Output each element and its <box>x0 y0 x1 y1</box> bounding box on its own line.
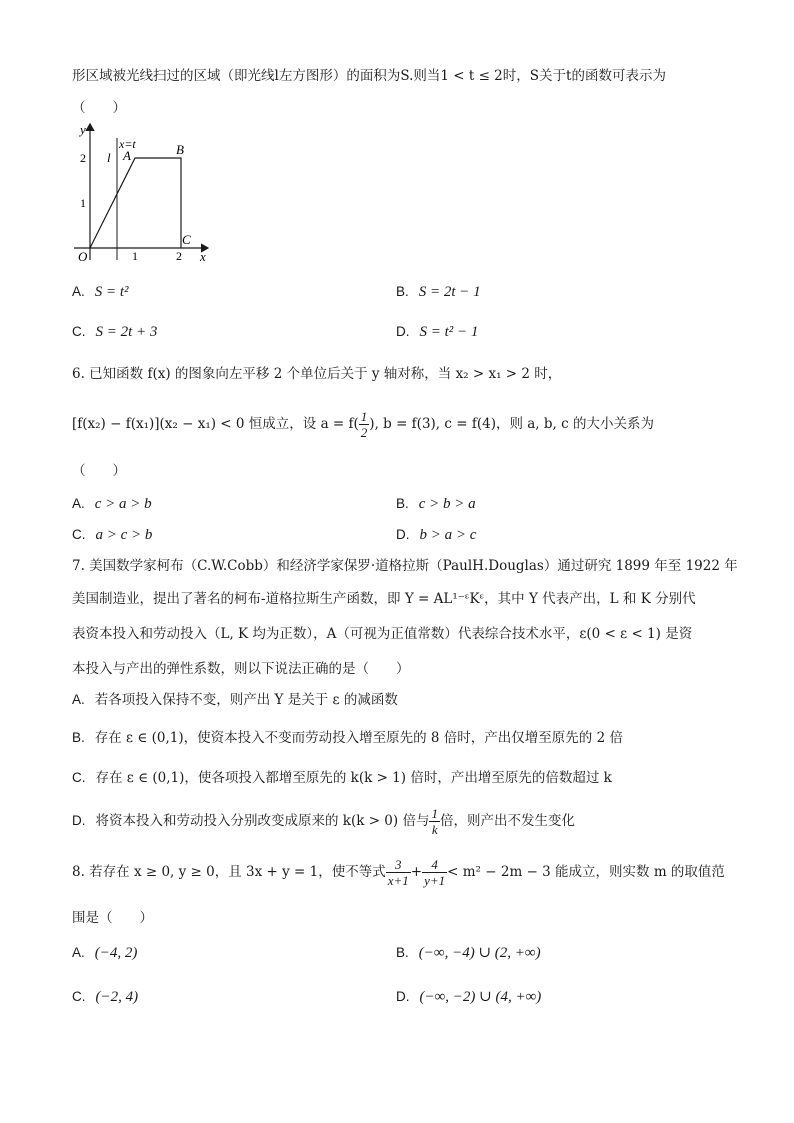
line-l-label: l <box>107 150 111 165</box>
q5-option-a[interactable]: A. S = t² <box>72 284 129 300</box>
q6-option-b[interactable]: B. c > b > a <box>396 496 476 512</box>
trapezoid-oabc <box>90 158 181 248</box>
y-axis-label: y <box>80 122 86 137</box>
q7-stem-line3: 表资本投入和劳动投入（L, K 均为正数），A（可视为正值常数）代表综合技术水平，ε(0 < ε < 1) 是资 <box>72 626 693 642</box>
q8-option-d[interactable]: D. (−∞, −2) ∪ (4, +∞) <box>396 989 542 1005</box>
point-c-label: C <box>182 232 191 247</box>
q5-stem-line: 形区域被光线扫过的区域（即光线l左方图形）的面积为S.则当1 < t ≤ 2时，S关于t的函数可表示为 <box>72 68 666 84</box>
origin-label: O <box>78 249 88 264</box>
q5-option-d[interactable]: D. S = t² − 1 <box>396 324 479 340</box>
tick-y2: 2 <box>80 151 86 165</box>
q8-fraction-1: $\frac{3}{x+1}$ <box>387 857 409 888</box>
q5-option-c[interactable]: C. S = 2t + 3 <box>72 324 158 340</box>
q7-option-d[interactable]: D. 将资本投入和劳动投入分别改变成原来的 k(k > 0) 倍与 $\frac{1}{k}$ 倍，则产出不发生变化 <box>72 806 575 837</box>
q6-answer-paren: （ ） <box>72 463 126 479</box>
q7-option-c[interactable]: C. 存在 ε ∈ (0,1)，使各项投入都增至原先的 k(k > 1) 倍时，产出增至原先的倍数超过 k <box>72 770 612 786</box>
q8-fraction-2: $\frac{4}{y+1}$ <box>424 857 446 888</box>
tick-y1: 1 <box>80 196 86 210</box>
q7-fraction: $\frac{1}{k}$ <box>431 806 438 837</box>
q8-option-a[interactable]: A. (−4, 2) <box>72 945 138 961</box>
q8-stem-line1: 8. 若存在 x ≥ 0, y ≥ 0，且 3x + y = 1，使不等式 $\frac{3}{x+1}$ + $\frac{4}{y+1}$ < m² − 2m − 3 能成立，则实数 m 的取值范 <box>72 857 725 888</box>
q6-option-d[interactable]: D. b > a > c <box>396 527 477 543</box>
q6-option-c[interactable]: C. a > c > b <box>72 527 153 543</box>
point-a-label: A <box>123 148 131 163</box>
point-b-label: B <box>176 142 184 157</box>
q8-stem-line2: 围是（ ） <box>72 910 153 926</box>
q6-stem-line2: [f(x₂) − f(x₁)](x₂ − x₁) < 0 恒成立，设 a = f( $\frac{1}{2}$ ), b = f(3), c = f(4)，则 a, b, c 的大小关系为 <box>72 409 654 440</box>
q8-option-c[interactable]: C. (−2, 4) <box>72 989 139 1005</box>
tick-x2: 2 <box>176 249 182 263</box>
line-eq-label: x=t <box>119 137 136 151</box>
tick-x1: 1 <box>132 249 138 263</box>
x-axis-label: x <box>200 249 206 264</box>
q6-stem-line1: 6. 已知函数 f(x) 的图象向左平移 2 个单位后关于 y 轴对称，当 x₂ > x₁ > 2 时， <box>72 366 562 382</box>
q5-figure <box>70 118 220 266</box>
q7-stem-line1: 7. 美国数学家柯布（C.W.Cobb）和经济学家保罗·道格拉斯（PaulH.Douglas）通过研究 1899 年至 1922 年 <box>72 558 738 574</box>
q7-option-a[interactable]: A. 若各项投入保持不变，则产出 Y 是关于 ε 的减函数 <box>72 692 398 708</box>
q7-stem-line4: 本投入与产出的弹性系数，则以下说法正确的是（ ） <box>72 661 410 677</box>
q6-fraction: $\frac{1}{2}$ <box>360 409 368 440</box>
q5-option-b[interactable]: B. S = 2t − 1 <box>396 284 481 300</box>
q5-answer-paren: （ ） <box>72 100 126 116</box>
q7-stem-line2: 美国制造业，提出了著名的柯布-道格拉斯生产函数，即 Y = AL¹⁻ᵋKᵋ，其中 Y 代表产出，L 和 K 分别代 <box>72 591 696 607</box>
q8-option-b[interactable]: B. (−∞, −4) ∪ (2, +∞) <box>396 945 541 961</box>
q6-option-a[interactable]: A. c > a > b <box>72 496 152 512</box>
q7-option-b[interactable]: B. 存在 ε ∈ (0,1)，使资本投入不变而劳动投入增至原先的 8 倍时，产出仅增至原先的 2 倍 <box>72 730 623 746</box>
